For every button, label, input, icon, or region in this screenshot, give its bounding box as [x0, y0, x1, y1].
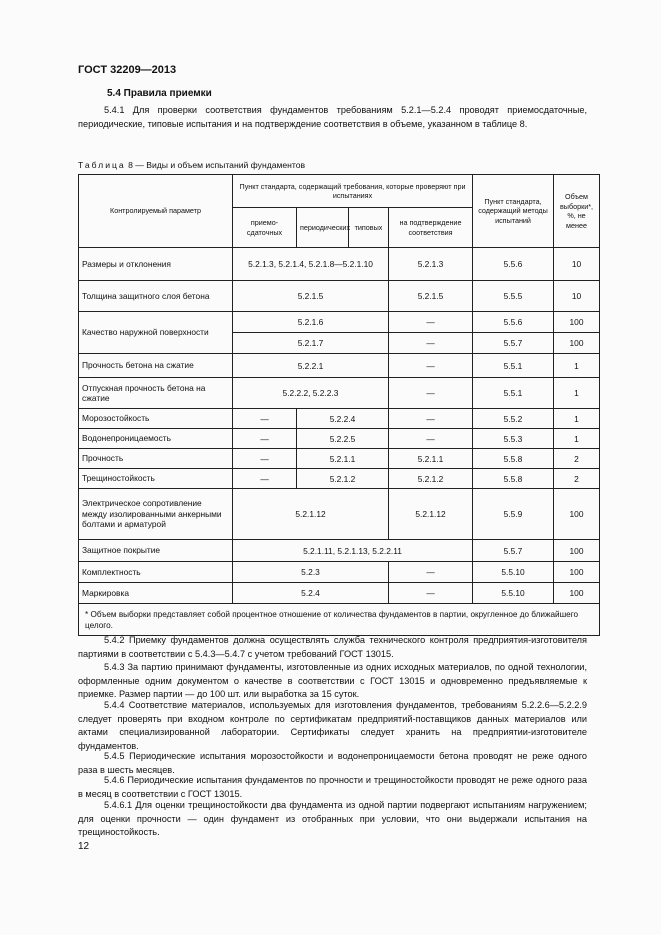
header-periodic: периодических: [297, 208, 349, 248]
cell-volume: 100: [554, 312, 600, 333]
header-param: Контролируемый параметр: [79, 175, 233, 248]
cell-method: 5.5.5: [473, 281, 554, 312]
table-footnote: * Объем выборки представляет собой процентное отношение от количества фундаментов в партии, округленное до ближайшего целого.: [79, 604, 600, 636]
cell-volume: 100: [554, 540, 600, 562]
cell-req: 5.2.2.4: [297, 409, 389, 429]
cell-method: 5.5.1: [473, 378, 554, 409]
cell-cert: —: [389, 429, 473, 449]
cell-param: Размеры и отклонения: [79, 248, 233, 281]
cell-cert: —: [389, 409, 473, 429]
cell-req: 5.2.1.11, 5.2.1.13, 5.2.2.11: [233, 540, 473, 562]
cell-method: 5.5.10: [473, 583, 554, 604]
cell-cert: —: [389, 562, 473, 583]
cell-cert: 5.2.1.12: [389, 489, 473, 540]
cell-method: 5.5.1: [473, 354, 554, 378]
cell-volume: 100: [554, 333, 600, 354]
table-row: [79, 469, 600, 489]
paragraph-5-4-6-1: 5.4.6.1 Для оценки трещиностойкости два фундамента из одной партии подвергают испытаниям нагружением; для оценки прочности — один фундамент из отобранных при условии, что они выдержали испытания на трещиностойкость.: [78, 800, 587, 838]
table-row: [79, 409, 600, 429]
cell-acceptance: —: [233, 409, 297, 429]
cell-param: Комплектность: [79, 562, 233, 583]
cell-req: 5.2.1.2: [297, 469, 389, 489]
cell-method: 5.5.6: [473, 248, 554, 281]
cell-cert: —: [389, 378, 473, 409]
cell-method: 5.5.10: [473, 562, 554, 583]
cell-req: 5.2.1.5: [233, 281, 389, 312]
cell-volume: 1: [554, 354, 600, 378]
cell-param: Электрическое сопротивление между изолированными анкерными болтами и арматурой: [79, 489, 233, 540]
cell-req: 5.2.2.2, 5.2.2.3: [233, 378, 389, 409]
table-row: [79, 449, 600, 469]
paragraph-5-4-2: 5.4.2 Приемку фундаментов должна осуществлять служба технического контроля предприятия-изготовителя партиями в соответствии с 5.4.3—5.4.7 с учетом требований ГОСТ 13015.: [78, 635, 587, 659]
paragraph-5-4-5: 5.4.5 Периодические испытания морозостойкости и водонепроницаемости бетона проводят не реже одного раза в шесть месяцев.: [78, 751, 587, 775]
cell-volume: 10: [554, 248, 600, 281]
cell-param: Морозостойкость: [79, 409, 233, 429]
cell-volume: 100: [554, 562, 600, 583]
table-row: [79, 354, 600, 378]
cell-method: 5.5.3: [473, 429, 554, 449]
cell-param: Маркировка: [79, 583, 233, 604]
paragraph-5-4-4: 5.4.4 Соответствие материалов, используемых для изготовления фундаментов, требованиям 5.2.2.6—5.2.2.9 следует проверять при входном контроле по сертификатам предприятий-поставщиков данных материалов или актами специализированной лаборатории. Сертификаты следует хранить на предприятии-изготовителе фундаментов.: [78, 700, 587, 751]
cell-req: 5.2.1.1: [297, 449, 389, 469]
table-caption: [78, 160, 305, 170]
cell-req: 5.2.1.6: [233, 312, 389, 333]
table-row: [79, 540, 600, 562]
table-caption-text: 8 — Виды и объем испытаний фундаментов: [125, 160, 306, 170]
header-certification: на подтверждение соответствия: [389, 208, 473, 248]
header-method: Пункт стандарта, содержащий методы испытаний: [473, 175, 554, 248]
cell-volume: 1: [554, 429, 600, 449]
cell-param: Отпускная прочность бетона на сжатие: [79, 378, 233, 409]
cell-method: 5.5.8: [473, 469, 554, 489]
paragraph-5-4-3: 5.4.3 За партию принимают фундаменты, изготовленные из одних исходных материалов, по одной технологии, оформленные одним документом о качестве в соответствии с ГОСТ 13015 и одновременно предъявляемые к приемке. Размер партии — до 100 шт. или выработка за 15 суток.: [78, 662, 587, 700]
cell-param: Защитное покрытие: [79, 540, 233, 562]
page-number: 12: [78, 841, 90, 852]
cell-cert: —: [389, 312, 473, 333]
header-type: типовых: [349, 208, 389, 248]
cell-acceptance: —: [233, 429, 297, 449]
cell-param: Толщина защитного слоя бетона: [79, 281, 233, 312]
header-acceptance: приемо-сдаточных: [233, 208, 297, 248]
cell-volume: 1: [554, 378, 600, 409]
cell-method: 5.5.8: [473, 449, 554, 469]
cell-req: 5.2.2.1: [233, 354, 389, 378]
cell-method: 5.5.6: [473, 312, 554, 333]
cell-cert: —: [389, 354, 473, 378]
header-volume: Объем выборки*, %, не менее: [554, 175, 600, 248]
cell-method: 5.5.7: [473, 333, 554, 354]
cell-req: 5.2.4: [233, 583, 389, 604]
cell-cert: 5.2.1.1: [389, 449, 473, 469]
cell-req: 5.2.1.12: [233, 489, 389, 540]
paragraph-5-4-6: 5.4.6 Периодические испытания фундаментов по прочности и трещиностойкости проводят не реже одного раза в месяц в соответствии с ГОСТ 13015.: [78, 775, 587, 799]
tests-table: [78, 174, 600, 636]
table-row: [79, 489, 600, 540]
table-row: [79, 378, 600, 409]
document-header: ГОСТ 32209—2013: [78, 64, 177, 76]
section-title: 5.4 Правила приемки: [107, 88, 212, 99]
cell-cert: 5.2.1.5: [389, 281, 473, 312]
cell-method: 5.5.9: [473, 489, 554, 540]
cell-param: Прочность: [79, 449, 233, 469]
cell-volume: 100: [554, 489, 600, 540]
cell-volume: 1: [554, 409, 600, 429]
cell-method: 5.5.2: [473, 409, 554, 429]
table-row: [79, 562, 600, 583]
cell-req: 5.2.3: [233, 562, 389, 583]
cell-volume: 2: [554, 469, 600, 489]
cell-cert: 5.2.1.2: [389, 469, 473, 489]
table-row: [79, 248, 600, 281]
paragraph-5-4-1: 5.4.1 Для проверки соответствия фундаментов требованиям 5.2.1—5.2.4 проводят приемосдаточные, периодические, типовые испытания и на подтверждение соответствия в объеме, указанном в таблице 8.: [78, 105, 587, 129]
cell-volume: 2: [554, 449, 600, 469]
cell-acceptance: —: [233, 449, 297, 469]
cell-param: Качество наружной поверхности: [79, 312, 233, 354]
cell-cert: 5.2.1.3: [389, 248, 473, 281]
table-row: [79, 429, 600, 449]
cell-param: Водонепроницаемость: [79, 429, 233, 449]
cell-method: 5.5.7: [473, 540, 554, 562]
cell-volume: 10: [554, 281, 600, 312]
table-row: [79, 312, 600, 333]
table-row: [79, 583, 600, 604]
table-caption-prefix: Таблица: [78, 160, 126, 170]
cell-param: Прочность бетона на сжатие: [79, 354, 233, 378]
table-row: [79, 281, 600, 312]
cell-volume: 100: [554, 583, 600, 604]
cell-req: 5.2.2.5: [297, 429, 389, 449]
cell-req: 5.2.1.3, 5.2.1.4, 5.2.1.8—5.2.1.10: [233, 248, 389, 281]
header-clause-group: Пункт стандарта, содержащий требования, которые проверяют при испытаниях: [233, 175, 473, 208]
cell-param: Трещиностойкость: [79, 469, 233, 489]
cell-cert: —: [389, 333, 473, 354]
cell-acceptance: —: [233, 469, 297, 489]
cell-req: 5.2.1.7: [233, 333, 389, 354]
cell-cert: —: [389, 583, 473, 604]
